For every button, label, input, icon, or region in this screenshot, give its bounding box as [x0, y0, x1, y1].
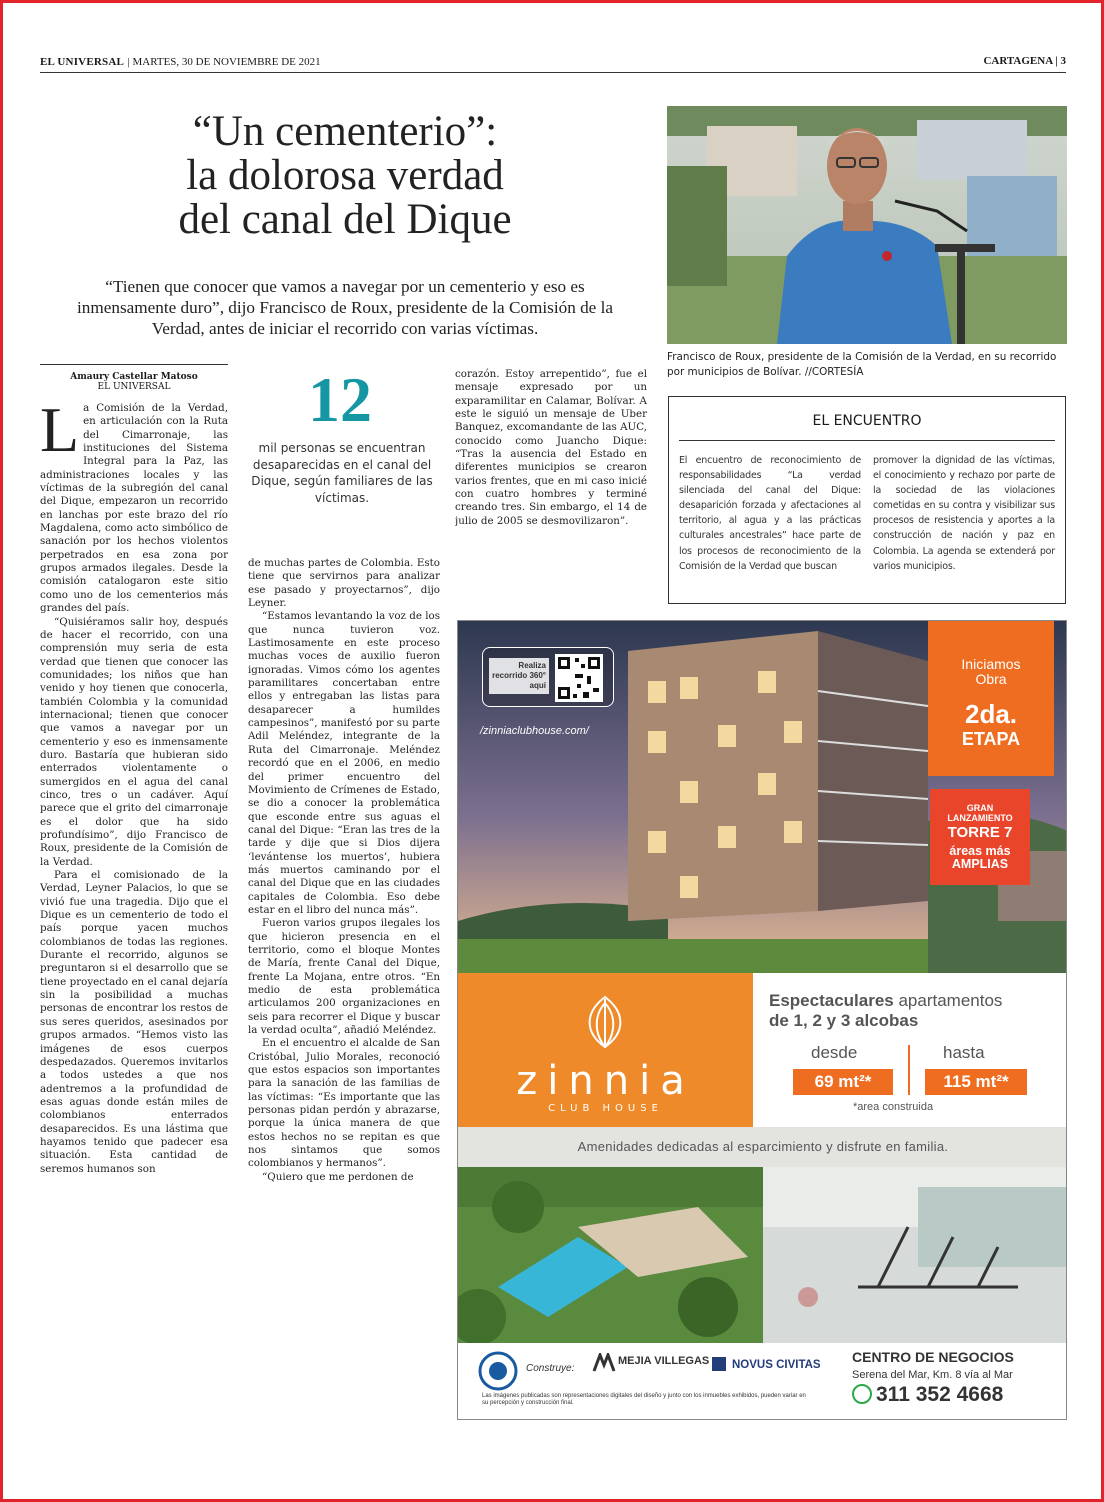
desde-label: desde: [811, 1043, 858, 1062]
etapa-word: ETAPA: [961, 729, 1021, 749]
brand-subtitle: CLUB HOUSE: [548, 1103, 663, 1114]
paragraph: de muchas partes de Colombia. Esto tiene que servirnos para analizar ese pasado y proyectarnos”, dijo Leyner.: [248, 557, 440, 610]
sidebar-text-2: promover la dignidad de las víctimas, el conocimiento y rechazo por parte de la sociedad de las violaciones cometidas en su contra y visibilizar sus procesos de resistencia y aportes a la construcción de nación y paz en Colombia. La agenda se extenderá por varios municipios.: [873, 455, 1055, 572]
torre-line-4: áreas más: [949, 844, 1011, 858]
headline-line-1: “Un cementerio”:: [192, 108, 498, 155]
paragraph: Para el comisionado de la Verdad, Leyner Palacios, lo que se vivió fue una tragedia. Dijo que el Dique es un cementerio de todo el país porque yacen muchos colombianos de todas las regiones. Durante el recorrido, algunos se preguntaron si el desarrollo que se tiene proyectado en el canal dejaría sin la posibilidad a muchas personas de encontrar los restos de sus seres queridos, asesinados por grupos armados. “Hemos visto las imágenes de esos cuerpos despedazados. Queremos invitarlos a todos ustedes a que nos adentremos a la profundidad de esas aguas donde están miles de colombianos enterrados desaparecidos. Es una lástima que hayamos tenido que padecer esa situación. Esta cantidad de seremos humanos son: [40, 869, 228, 1175]
header-right: [983, 55, 1066, 67]
author-name: Amaury Castellar Matoso: [70, 372, 198, 382]
centro-negocios: CENTRO DE NEGOCIOS: [852, 1349, 1014, 1365]
header-left: [40, 55, 321, 68]
obra-line-1: Iniciamos: [961, 656, 1021, 672]
brand-panel: [458, 973, 753, 1127]
section-name: CARTAGENA: [983, 55, 1053, 67]
advertisement: [457, 620, 1067, 1420]
ad-hero-image: [458, 621, 1067, 973]
paragraph: corazón. Estoy arrepentido”, fue el mensaje expresado por un exparamilitar en Calamar, Bolívar. A este le siguió un mensaje de Uber Banquez, excomandante de las AUC, conocido como Juancho Dique: “Tras la ausencia del Estado en diferentes municipios se crearon varios frentes, que en mi caso inicié con cuatro hombres y terminé creando tres. Sin embargo, el 14 de julio de 2005 se desmovilizaron”.: [455, 368, 647, 527]
page-number: | 3: [1055, 55, 1066, 67]
article-column-1: [40, 402, 228, 1487]
phone-text: 311 352 4668: [876, 1383, 1004, 1406]
hasta-value: 115 mt²*: [925, 1069, 1027, 1095]
headline: [60, 110, 630, 242]
headline-bold: Espectaculares: [769, 991, 894, 1010]
headline-line-3: del canal del Dique: [178, 196, 512, 243]
paragraph: “Estamos levantando la voz de los que nunca tuvieron voz. Lastimosamente en este proceso muchas voces de auxilio fueron ignoradas. Vimos cómo los agentes paramilitares concertaban entre ellos y entregaban las listas para desaparecer a humildes campesinos”, manifestó por su parte Adil Meléndez, integrante de la Ruta del Cimarronaje. Meléndez recordó que en el 2006, en medio del primer encuentro del Movimiento de Crímenes de Estado, se dio a conocer la problemática que esconde entre sus aguas el canal del Dique: “Eran las tres de la tarde y dije que si Dios dijera ‘levántense los muertos’, hubiera más muertos caminando por el canal del Dique que en las ciudades capitales de Colombia. Eso debe estar en el libro del nunca más”.: [248, 610, 440, 916]
ad-headline: [769, 991, 1002, 1031]
paragraph-text: a Comisión de la Verdad, en articulación con la Ruta del Cimarronaje, las instituciones del Sistema Integral para la Paz, las administraciones locales y las víctimas de la subregión del canal del Dique, empezaron un recorrido en lanchas por este brazo del río Magdalena, como acto simbólico de sanación por los hechos violentos perpetrados en esa zona por grupos armados ilegales. Desde la comisión catalogaron este sitio como uno de los cementerios más grandes del país.: [40, 402, 228, 615]
desde-value: 69 mt²*: [793, 1069, 893, 1095]
photo-illustration: [667, 106, 1067, 344]
torre-name: TORRE 7: [947, 824, 1013, 841]
pullquote-text: mil personas se encuentran desaparecidas en el canal del Dique, según familiares de las víctimas.: [251, 441, 433, 506]
torre-line-5: AMPLIAS: [951, 857, 1009, 871]
obra-text: [928, 657, 1054, 687]
deck: “Tienen que conocer que vamos a navegar por un cementerio y eso es inmensamente duro”, dijo Francisco de Roux, presidente de la Comisión de la Verdad, antes de iniciar el recorrido con varias víctimas.: [76, 277, 614, 338]
amenities-images: [458, 1167, 1067, 1343]
whatsapp-icon: [852, 1384, 872, 1404]
sidebar-rule: [679, 440, 1055, 441]
paragraph: “Quisiéramos salir hoy, después de hacer el recorrido, con una comprensión muy seria de esta verdad que tienen que conocer las comunidades; los niños que han venido y hoy tienen que conocerla, también Colombia y la comunidad internacional; tienen que conocer que vamos a navegar por un cementerio y eso es inmensamente duro. Bastaría que hubieran sido enterrados violentamente o sumergidos en el agua del canal cinco, tres o un cadáver. Aquí parece que el grito del cimarronaje es el dolor que ha sido profundísimo”, dijo Francisco de Roux, presidente de la Comisión de la Verdad.: [40, 615, 228, 868]
byline: [40, 364, 228, 392]
brand-logo: zinnia: [516, 1058, 695, 1104]
header-rule: [40, 72, 1066, 73]
photo-caption: Francisco de Roux, presidente de la Comisión de la Verdad, en su recorrido por municipios de Bolívar. //CORTESÍA: [667, 351, 1057, 378]
seal-icon: [478, 1351, 518, 1391]
qr-text: Realiza recorrido 360° aquí: [489, 658, 549, 694]
sidebar-title: EL ENCUENTRO: [812, 413, 922, 429]
paragraph: En el encuentro el alcalde de San Cristóbal, Julio Morales, reconoció que estos espacios son importantes para la sanación de las familias de las víctimas: “Es importante que las personas pidan perdón y abrazarse, porque la única manera de que estos hechos no se repitan es que nos sintamos que somos colombianos y hermanos”.: [248, 1037, 440, 1170]
obra-line-2: Obra: [975, 671, 1007, 687]
paragraph: Fueron varios grupos ilegales los que hicieron presencia en el territorio, como el bloque Montes de María, frente Canal del Dique, frente La Mojana, entre otros. “En medio de esta problemática articulamos 200 organizaciones en seis para recorrer el Dique y buscar la verdad oculta”, añadió Meléndez.: [248, 917, 440, 1037]
amenities-strip: Amenidades dedicadas al esparcimiento y disfrute en familia.: [458, 1127, 1067, 1167]
size-divider: [908, 1045, 910, 1095]
phone-number[interactable]: [852, 1383, 1003, 1407]
first-paragraph: [40, 402, 228, 616]
ad-info: [753, 973, 1067, 1127]
torre-areas: [930, 845, 1030, 871]
builder-logo-icon: [592, 1353, 616, 1373]
pullquote-number: 12: [308, 364, 372, 435]
issue-date: | MARTES, 30 DE NOVIEMBRE DE 2021: [127, 56, 321, 68]
shell-logo-icon: [580, 993, 630, 1051]
sidebar-box: [668, 396, 1066, 604]
etapa-number: 2da.: [964, 699, 1018, 729]
qr-code-icon: [555, 654, 603, 702]
qr-badge[interactable]: [482, 647, 614, 707]
builder-2: NOVUS CIVITAS: [732, 1359, 821, 1371]
ad-disclaimer: Las imágenes publicadas son representaciones digitales del diseño y junto con los inmuebles exhibidos, pueden variar en su percepción y construcción final.: [482, 1393, 806, 1406]
builder-1: MEJIA VILLEGAS: [618, 1355, 710, 1367]
torre-line-1: GRAN: [966, 803, 994, 813]
author-outlet: EL UNIVERSAL: [97, 382, 171, 392]
drop-cap: L: [40, 402, 80, 465]
area-note: *area construida: [853, 1101, 934, 1113]
novus-logo-icon: [712, 1357, 726, 1371]
ad-footer: [458, 1343, 1067, 1420]
headline-rest: apartamentos: [893, 991, 1003, 1010]
torre-launch: [930, 803, 1030, 823]
amenities-illustration: [458, 1167, 1067, 1343]
headline-line-2: la dolorosa verdad: [186, 152, 504, 199]
paragraph: “Quiero que me perdonen de: [262, 1170, 414, 1183]
ad-url[interactable]: /zinniaclubhouse.com/: [480, 725, 589, 737]
article-column-2: [248, 557, 440, 1487]
torre-line-2: LANZAMIENTO: [947, 813, 1013, 823]
sales-address: Serena del Mar, Km. 8 vía al Mar: [852, 1369, 1013, 1381]
page-header: [40, 55, 1066, 71]
construye-label: Construye:: [526, 1363, 575, 1374]
hasta-label: hasta: [943, 1043, 985, 1062]
article-photo: [667, 106, 1067, 344]
obra-banner: [928, 621, 1054, 776]
torre-badge: [930, 789, 1030, 885]
sidebar-text-1: El encuentro de reconocimiento de responsabilidades “La verdad silenciada del canal del Dique: desaparición forzada y afectaciones al territorio, al agua y a las prácticas culturales ancestrales” hace parte de los procesos de reconocimiento de la Comisión de la Verdad que buscan: [679, 455, 861, 572]
headline-line-2: de 1, 2 y 3 alcobas: [769, 1011, 919, 1030]
newspaper-name: EL UNIVERSAL: [40, 56, 125, 68]
article-column-3: [455, 368, 647, 608]
